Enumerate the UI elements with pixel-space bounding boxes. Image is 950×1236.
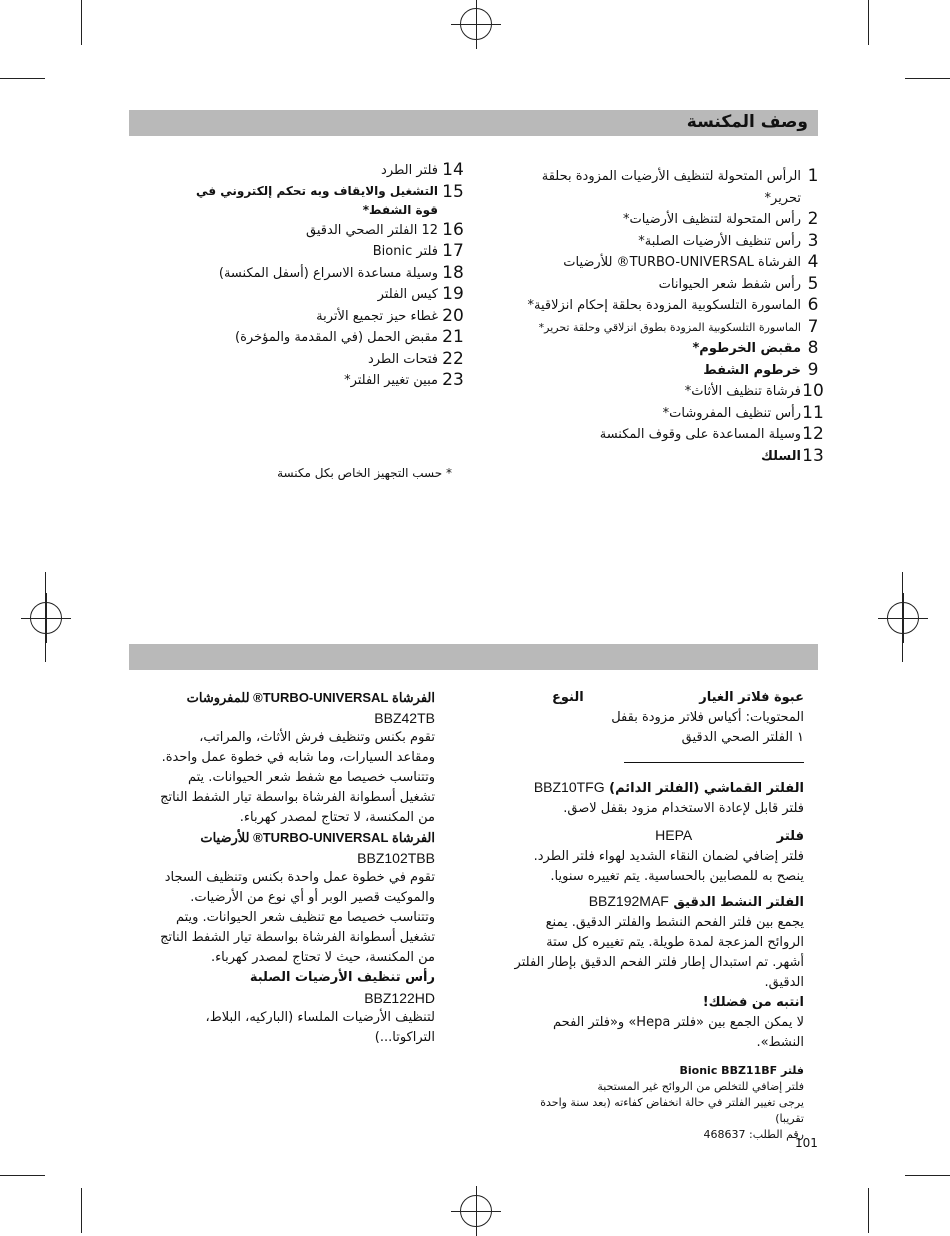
accessory-block [160, 688, 435, 828]
crop-mark [868, 1188, 869, 1233]
accessory-heading: الفرشاة TURBO-UNIVERSAL® للأرضيات [200, 830, 435, 845]
filter-description: يجمع بين فلتر الفحم النشط والفلتر الدقيق. يمنع الروائح المزعجة لمدة طويلة. يتم تغييره كل ستة أشهر. تم استبدال إطار فلتر الفحم الدقيق بإطار الفلتر الدقيق. [514, 915, 804, 990]
item-label: وسيلة المساعدة على وقوف المكنسة [599, 427, 801, 442]
item-label: مقبض الحمل (في المقدمة والمؤخرة) [235, 330, 438, 345]
header-pack: عبوة فلاتر الغيار [699, 690, 804, 705]
filter-model: HEPA [655, 827, 693, 843]
crop-mark [905, 1175, 950, 1176]
list-item [178, 241, 468, 263]
item-label: الماسورة التلسكوبية المزودة بطوق انزلاقي وحلقة تحرير* [538, 320, 801, 334]
filters-column [512, 688, 804, 1143]
list-item [505, 166, 825, 209]
item-label: رأس تنظيف الأرضيات الصلبة* [638, 233, 801, 249]
bionic-line: فلتر إضافي للتخلص من الروائح غير المستحبة [597, 1080, 804, 1093]
filter-block [512, 777, 804, 819]
item-number: 2 [807, 209, 819, 229]
accessory-model: BBZ102TBB [357, 850, 435, 866]
accessory-heading: رأس تنظيف الأرضيات الصلبة [249, 970, 435, 985]
item-number: 12 [802, 424, 824, 444]
item-label: السلك [761, 448, 801, 464]
list-item [505, 446, 825, 468]
item-label: خرطوم الشفط [703, 362, 801, 378]
section-header-band [129, 110, 818, 136]
item-label: وسيلة مساعدة الاسراع (أسفل المكنسة) [218, 265, 438, 281]
parts-list-right [505, 166, 825, 467]
item-number: 7 [807, 316, 819, 337]
item-number: 8 [807, 338, 819, 358]
warning-text: لا يمكن الجمع بين «فلتر Hepa» و«فلتر الفحم النشط». [553, 1015, 804, 1050]
crop-mark [905, 78, 950, 79]
item-label: كيس الفلتر [377, 287, 438, 302]
list-item [178, 327, 468, 349]
list-item [178, 220, 468, 242]
registration-target-icon [460, 8, 492, 40]
item-label: مبين تغيير الفلتر* [344, 373, 438, 388]
accessory-model: BBZ42TB [374, 710, 435, 726]
filter-name: فلتر [776, 829, 804, 844]
list-item [505, 403, 825, 425]
list-item [178, 306, 468, 328]
filter-model: BBZ10TFG [533, 779, 605, 795]
item-label: الماسورة التلسكوبية المزودة بحلقة إحكام انزلاقية* [527, 298, 801, 313]
list-item [178, 160, 468, 182]
crop-mark [0, 78, 45, 79]
item-number: 18 [442, 262, 464, 283]
filter-block [512, 825, 804, 887]
accessory-heading: الفرشاة TURBO-UNIVERSAL® للمفروشات [186, 690, 435, 705]
bionic-heading: فلتر Bionic BBZ11BF [679, 1064, 804, 1077]
item-number: 3 [807, 230, 819, 251]
bionic-line: يرجى تغيير الفلتر في حالة انخفاض كفاءته (بعد سنة واحدة تقريبا) [540, 1096, 804, 1125]
filter-block [512, 891, 804, 993]
list-item [178, 349, 468, 371]
item-number: 6 [807, 295, 819, 315]
item-number: 11 [802, 402, 824, 423]
list-item [505, 252, 825, 274]
list-item [178, 370, 468, 392]
list-item [178, 182, 468, 220]
item-number: 23 [442, 370, 464, 390]
filter-model: BBZ192MAF [588, 893, 669, 909]
list-item [505, 209, 825, 231]
filter-name: الفلتر النشط الدقيق [673, 895, 804, 910]
accessory-model: BBZ122HD [364, 990, 435, 1006]
list-item [505, 317, 825, 339]
item-label: التشغيل والايقاف وبه تحكم إلكتروني في قوة الشفط* [196, 183, 438, 217]
crop-mark [81, 1188, 82, 1233]
item-number: 21 [442, 327, 464, 347]
divider [624, 762, 804, 763]
accessory-description: لتنظيف الأرضيات الملساء (الباركيه، البلاط، التراكوتا...) [205, 1010, 435, 1045]
item-label: رأس المتحولة لتنظيف الأرضيات* [622, 212, 801, 227]
item-label: غطاء حيز تجميع الأتربة [316, 308, 438, 324]
item-number: 4 [807, 252, 819, 272]
filter-heading [512, 777, 804, 799]
filter-heading [512, 825, 804, 847]
page-number: 101 [795, 1136, 818, 1150]
list-item [505, 424, 825, 446]
table-header [512, 688, 804, 708]
parts-list-left [178, 160, 468, 392]
list-item [178, 284, 468, 306]
accessory-block [160, 828, 435, 968]
accessory-description: تقوم في خطوة عمل واحدة بكنس وتنظيف السجاد والموكيت قصير الوبر أو أي نوع من الأرضيات. وتتناسب خصيصا مع تنظيف شعر الحيوانات. ويتم تشغيل أسطوانة الفرشاة بواسطة تيار الشفط الناتج من المكنسة، حيث لا تحتاج لمصدر كهرباء. [160, 870, 435, 965]
list-item [505, 338, 825, 360]
bionic-block [512, 1063, 804, 1143]
footnote: * حسب التجهيز الخاص بكل مكنسة [277, 466, 452, 480]
contents-label: المحتويات: أكياس فلاتر مزودة بقفل [611, 710, 804, 725]
header-type: النوع [552, 690, 584, 705]
registration-target-icon [460, 1195, 492, 1227]
item-number: 17 [442, 241, 464, 261]
list-item [505, 360, 825, 382]
item-number: 16 [442, 219, 464, 240]
item-label: الرأس المتحولة لتنظيف الأرضيات المزودة بحلقة تحرير* [541, 169, 801, 206]
item-label: فرشاة تنظيف الأثاث* [684, 384, 801, 399]
filter-description: فلتر إضافي لضمان النقاء الشديد لهواء فلتر الطرد. ينصح به للمصابين بالحساسية. يتم تغييره سنويا. [533, 849, 804, 884]
item-label: فلتر الطرد [381, 163, 438, 178]
filter-heading [512, 891, 804, 913]
crop-mark [81, 0, 82, 45]
list-item [505, 274, 825, 296]
item-number: 10 [802, 381, 824, 401]
accessory-block [160, 968, 435, 1048]
item-label: 12 الفلتر الصحي الدقيق [306, 222, 438, 238]
item-number: 9 [807, 359, 819, 380]
section-header-band [129, 644, 818, 670]
filter-description: فلتر قابل لإعادة الاستخدام مزود بقفل لاصق. [563, 801, 804, 816]
item-label: فتحات الطرد [367, 351, 438, 367]
item-label: الفرشاة TURBO-UNIVERSAL® للأرضيات [563, 255, 801, 270]
item-number: 14 [442, 160, 464, 180]
crop-mark [868, 0, 869, 45]
filter-name: الفلتر القماشي (الفلتر الدائم) [609, 781, 804, 796]
item-number: 1 [807, 166, 819, 186]
registration-target-icon [30, 602, 62, 634]
bionic-line: رقم الطلب: 468637 [703, 1128, 804, 1141]
item-number: 20 [442, 305, 464, 326]
list-item [505, 295, 825, 317]
item-number: 5 [807, 273, 819, 294]
item-number: 15 [442, 181, 464, 202]
contents-line: ١ الفلتر الصحي الدقيق [681, 730, 804, 745]
item-label: فلتر Bionic [372, 244, 438, 259]
warning-title: انتبه من فضلك! [702, 995, 804, 1010]
item-number: 13 [802, 445, 824, 466]
item-label: رأس تنظيف المفروشات* [662, 405, 801, 421]
registration-target-icon [887, 602, 919, 634]
list-item [505, 231, 825, 253]
item-number: 19 [442, 284, 464, 304]
crop-mark [0, 1175, 45, 1176]
accessory-description: تقوم بكنس وتنظيف فرش الأثاث، والمراتب، ومقاعد السيارات، وما شابه في خطوة عمل واحدة. وتتناسب خصيصا مع شفط شعر الحيوانات. يتم تشغيل أسطوانة الفرشاة بواسطة تيار الشفط الناتج من المكنسة، لا تحتاج لمصدر كهرباء. [160, 730, 435, 825]
list-item [505, 381, 825, 403]
item-label: مقبض الخرطوم* [692, 341, 801, 356]
item-label: رأس شفط شعر الحيوانات [658, 276, 801, 292]
section-title: وصف المكنسة [686, 112, 808, 132]
item-number: 22 [442, 348, 464, 369]
accessories-column [160, 688, 435, 1048]
list-item [178, 263, 468, 285]
